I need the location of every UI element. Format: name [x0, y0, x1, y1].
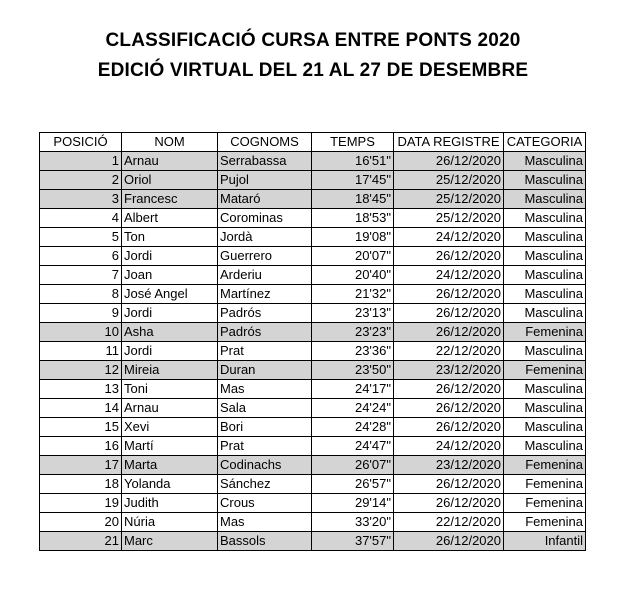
temps-cell: 24'17"	[312, 380, 394, 399]
header-row	[40, 133, 586, 152]
data-registre-cell: 26/12/2020	[394, 304, 504, 323]
table-row	[40, 513, 586, 532]
categoria-cell: Femenina	[504, 494, 586, 513]
pos-cell: 11	[40, 342, 122, 361]
nom-cell: Xevi	[122, 418, 218, 437]
categoria-cell: Masculina	[504, 171, 586, 190]
cognoms-cell: Mas	[218, 380, 312, 399]
pos-cell: 3	[40, 190, 122, 209]
nom-cell: José Angel	[122, 285, 218, 304]
nom-cell: Jordi	[122, 247, 218, 266]
categoria-cell: Masculina	[504, 228, 586, 247]
pos-cell: 14	[40, 399, 122, 418]
header-temps: TEMPS	[312, 133, 394, 152]
table-row	[40, 532, 586, 551]
table-row	[40, 285, 586, 304]
cognoms-cell: Padrós	[218, 304, 312, 323]
temps-cell: 24'24"	[312, 399, 394, 418]
pos-cell: 17	[40, 456, 122, 475]
pos-cell: 20	[40, 513, 122, 532]
nom-cell: Judith	[122, 494, 218, 513]
temps-cell: 18'45"	[312, 190, 394, 209]
temps-cell: 24'28"	[312, 418, 394, 437]
cognoms-cell: Mas	[218, 513, 312, 532]
temps-cell: 24'47"	[312, 437, 394, 456]
table-row	[40, 380, 586, 399]
table-row	[40, 304, 586, 323]
data-registre-cell: 26/12/2020	[394, 323, 504, 342]
table-row	[40, 437, 586, 456]
temps-cell: 23'36"	[312, 342, 394, 361]
categoria-cell: Masculina	[504, 304, 586, 323]
data-registre-cell: 23/12/2020	[394, 456, 504, 475]
temps-cell: 20'40"	[312, 266, 394, 285]
pos-cell: 2	[40, 171, 122, 190]
pos-cell: 21	[40, 532, 122, 551]
cognoms-cell: Mataró	[218, 190, 312, 209]
title-line-2: EDICIÓ VIRTUAL DEL 21 AL 27 DE DESEMBRE	[97, 60, 529, 81]
results-body	[40, 152, 586, 551]
temps-cell: 21'32"	[312, 285, 394, 304]
data-registre-cell: 23/12/2020	[394, 361, 504, 380]
pos-cell: 8	[40, 285, 122, 304]
table-row	[40, 456, 586, 475]
temps-cell: 20'07"	[312, 247, 394, 266]
nom-cell: Joan	[122, 266, 218, 285]
temps-cell: 17'45"	[312, 171, 394, 190]
nom-cell: Núria	[122, 513, 218, 532]
pos-cell: 12	[40, 361, 122, 380]
cognoms-cell: Duran	[218, 361, 312, 380]
header-categoria: CATEGORIA	[504, 133, 586, 152]
header-cognoms: COGNOMS	[218, 133, 312, 152]
categoria-cell: Femenina	[504, 456, 586, 475]
nom-cell: Toni	[122, 380, 218, 399]
pos-cell: 6	[40, 247, 122, 266]
categoria-cell: Masculina	[504, 285, 586, 304]
table-row	[40, 266, 586, 285]
cognoms-cell: Martínez	[218, 285, 312, 304]
document-title	[0, 26, 626, 86]
categoria-cell: Masculina	[504, 418, 586, 437]
nom-cell: Jordi	[122, 304, 218, 323]
nom-cell: Jordi	[122, 342, 218, 361]
categoria-cell: Femenina	[504, 323, 586, 342]
temps-cell: 19'08"	[312, 228, 394, 247]
pos-cell: 4	[40, 209, 122, 228]
nom-cell: Arnau	[122, 152, 218, 171]
pos-cell: 18	[40, 475, 122, 494]
nom-cell: Arnau	[122, 399, 218, 418]
nom-cell: Marc	[122, 532, 218, 551]
table-row	[40, 399, 586, 418]
table-row	[40, 247, 586, 266]
cognoms-cell: Prat	[218, 437, 312, 456]
table-row	[40, 342, 586, 361]
table-row	[40, 171, 586, 190]
temps-cell: 23'13"	[312, 304, 394, 323]
table-row	[40, 418, 586, 437]
cognoms-cell: Sánchez	[218, 475, 312, 494]
nom-cell: Oriol	[122, 171, 218, 190]
table-row	[40, 190, 586, 209]
nom-cell: Mireia	[122, 361, 218, 380]
cognoms-cell: Corominas	[218, 209, 312, 228]
data-registre-cell: 25/12/2020	[394, 190, 504, 209]
cognoms-cell: Padrós	[218, 323, 312, 342]
pos-cell: 16	[40, 437, 122, 456]
categoria-cell: Femenina	[504, 513, 586, 532]
pos-cell: 1	[40, 152, 122, 171]
pos-cell: 9	[40, 304, 122, 323]
data-registre-cell: 25/12/2020	[394, 209, 504, 228]
cognoms-cell: Crous	[218, 494, 312, 513]
table-row	[40, 209, 586, 228]
cognoms-cell: Pujol	[218, 171, 312, 190]
cognoms-cell: Jordà	[218, 228, 312, 247]
data-registre-cell: 26/12/2020	[394, 152, 504, 171]
pos-cell: 7	[40, 266, 122, 285]
header-data-registre: DATA REGISTRE	[394, 133, 504, 152]
cognoms-cell: Arderiu	[218, 266, 312, 285]
data-registre-cell: 26/12/2020	[394, 247, 504, 266]
nom-cell: Asha	[122, 323, 218, 342]
header-posicio: POSICIÓ	[40, 133, 122, 152]
nom-cell: Ton	[122, 228, 218, 247]
pos-cell: 10	[40, 323, 122, 342]
data-registre-cell: 25/12/2020	[394, 171, 504, 190]
nom-cell: Yolanda	[122, 475, 218, 494]
nom-cell: Albert	[122, 209, 218, 228]
data-registre-cell: 22/12/2020	[394, 513, 504, 532]
data-registre-cell: 26/12/2020	[394, 494, 504, 513]
categoria-cell: Femenina	[504, 475, 586, 494]
temps-cell: 33'20"	[312, 513, 394, 532]
results-table	[39, 132, 586, 551]
categoria-cell: Masculina	[504, 266, 586, 285]
table-row	[40, 475, 586, 494]
categoria-cell: Masculina	[504, 437, 586, 456]
cognoms-cell: Bassols	[218, 532, 312, 551]
table-row	[40, 152, 586, 171]
temps-cell: 18'53"	[312, 209, 394, 228]
temps-cell: 23'23"	[312, 323, 394, 342]
cognoms-cell: Codinachs	[218, 456, 312, 475]
header-nom: NOM	[122, 133, 218, 152]
data-registre-cell: 26/12/2020	[394, 285, 504, 304]
temps-cell: 16'51"	[312, 152, 394, 171]
categoria-cell: Masculina	[504, 342, 586, 361]
categoria-cell: Femenina	[504, 361, 586, 380]
temps-cell: 29'14"	[312, 494, 394, 513]
cognoms-cell: Guerrero	[218, 247, 312, 266]
categoria-cell: Infantil	[504, 532, 586, 551]
pos-cell: 13	[40, 380, 122, 399]
data-registre-cell: 26/12/2020	[394, 418, 504, 437]
temps-cell: 37'57"	[312, 532, 394, 551]
data-registre-cell: 26/12/2020	[394, 399, 504, 418]
categoria-cell: Masculina	[504, 209, 586, 228]
categoria-cell: Masculina	[504, 247, 586, 266]
categoria-cell: Masculina	[504, 152, 586, 171]
data-registre-cell: 22/12/2020	[394, 342, 504, 361]
data-registre-cell: 24/12/2020	[394, 228, 504, 247]
data-registre-cell: 26/12/2020	[394, 475, 504, 494]
cognoms-cell: Serrabassa	[218, 152, 312, 171]
data-registre-cell: 26/12/2020	[394, 380, 504, 399]
data-registre-cell: 26/12/2020	[394, 532, 504, 551]
pos-cell: 15	[40, 418, 122, 437]
temps-cell: 26'57"	[312, 475, 394, 494]
categoria-cell: Masculina	[504, 399, 586, 418]
title-line-1: CLASSIFICACIÓ CURSA ENTRE PONTS 2020	[105, 30, 521, 51]
data-registre-cell: 24/12/2020	[394, 266, 504, 285]
pos-cell: 19	[40, 494, 122, 513]
temps-cell: 26'07"	[312, 456, 394, 475]
table-row	[40, 228, 586, 247]
table-row	[40, 494, 586, 513]
nom-cell: Marta	[122, 456, 218, 475]
data-registre-cell: 24/12/2020	[394, 437, 504, 456]
nom-cell: Francesc	[122, 190, 218, 209]
table-row	[40, 323, 586, 342]
nom-cell: Martí	[122, 437, 218, 456]
cognoms-cell: Prat	[218, 342, 312, 361]
cognoms-cell: Bori	[218, 418, 312, 437]
table-row	[40, 361, 586, 380]
pos-cell: 5	[40, 228, 122, 247]
categoria-cell: Masculina	[504, 190, 586, 209]
temps-cell: 23'50"	[312, 361, 394, 380]
categoria-cell: Masculina	[504, 380, 586, 399]
cognoms-cell: Sala	[218, 399, 312, 418]
